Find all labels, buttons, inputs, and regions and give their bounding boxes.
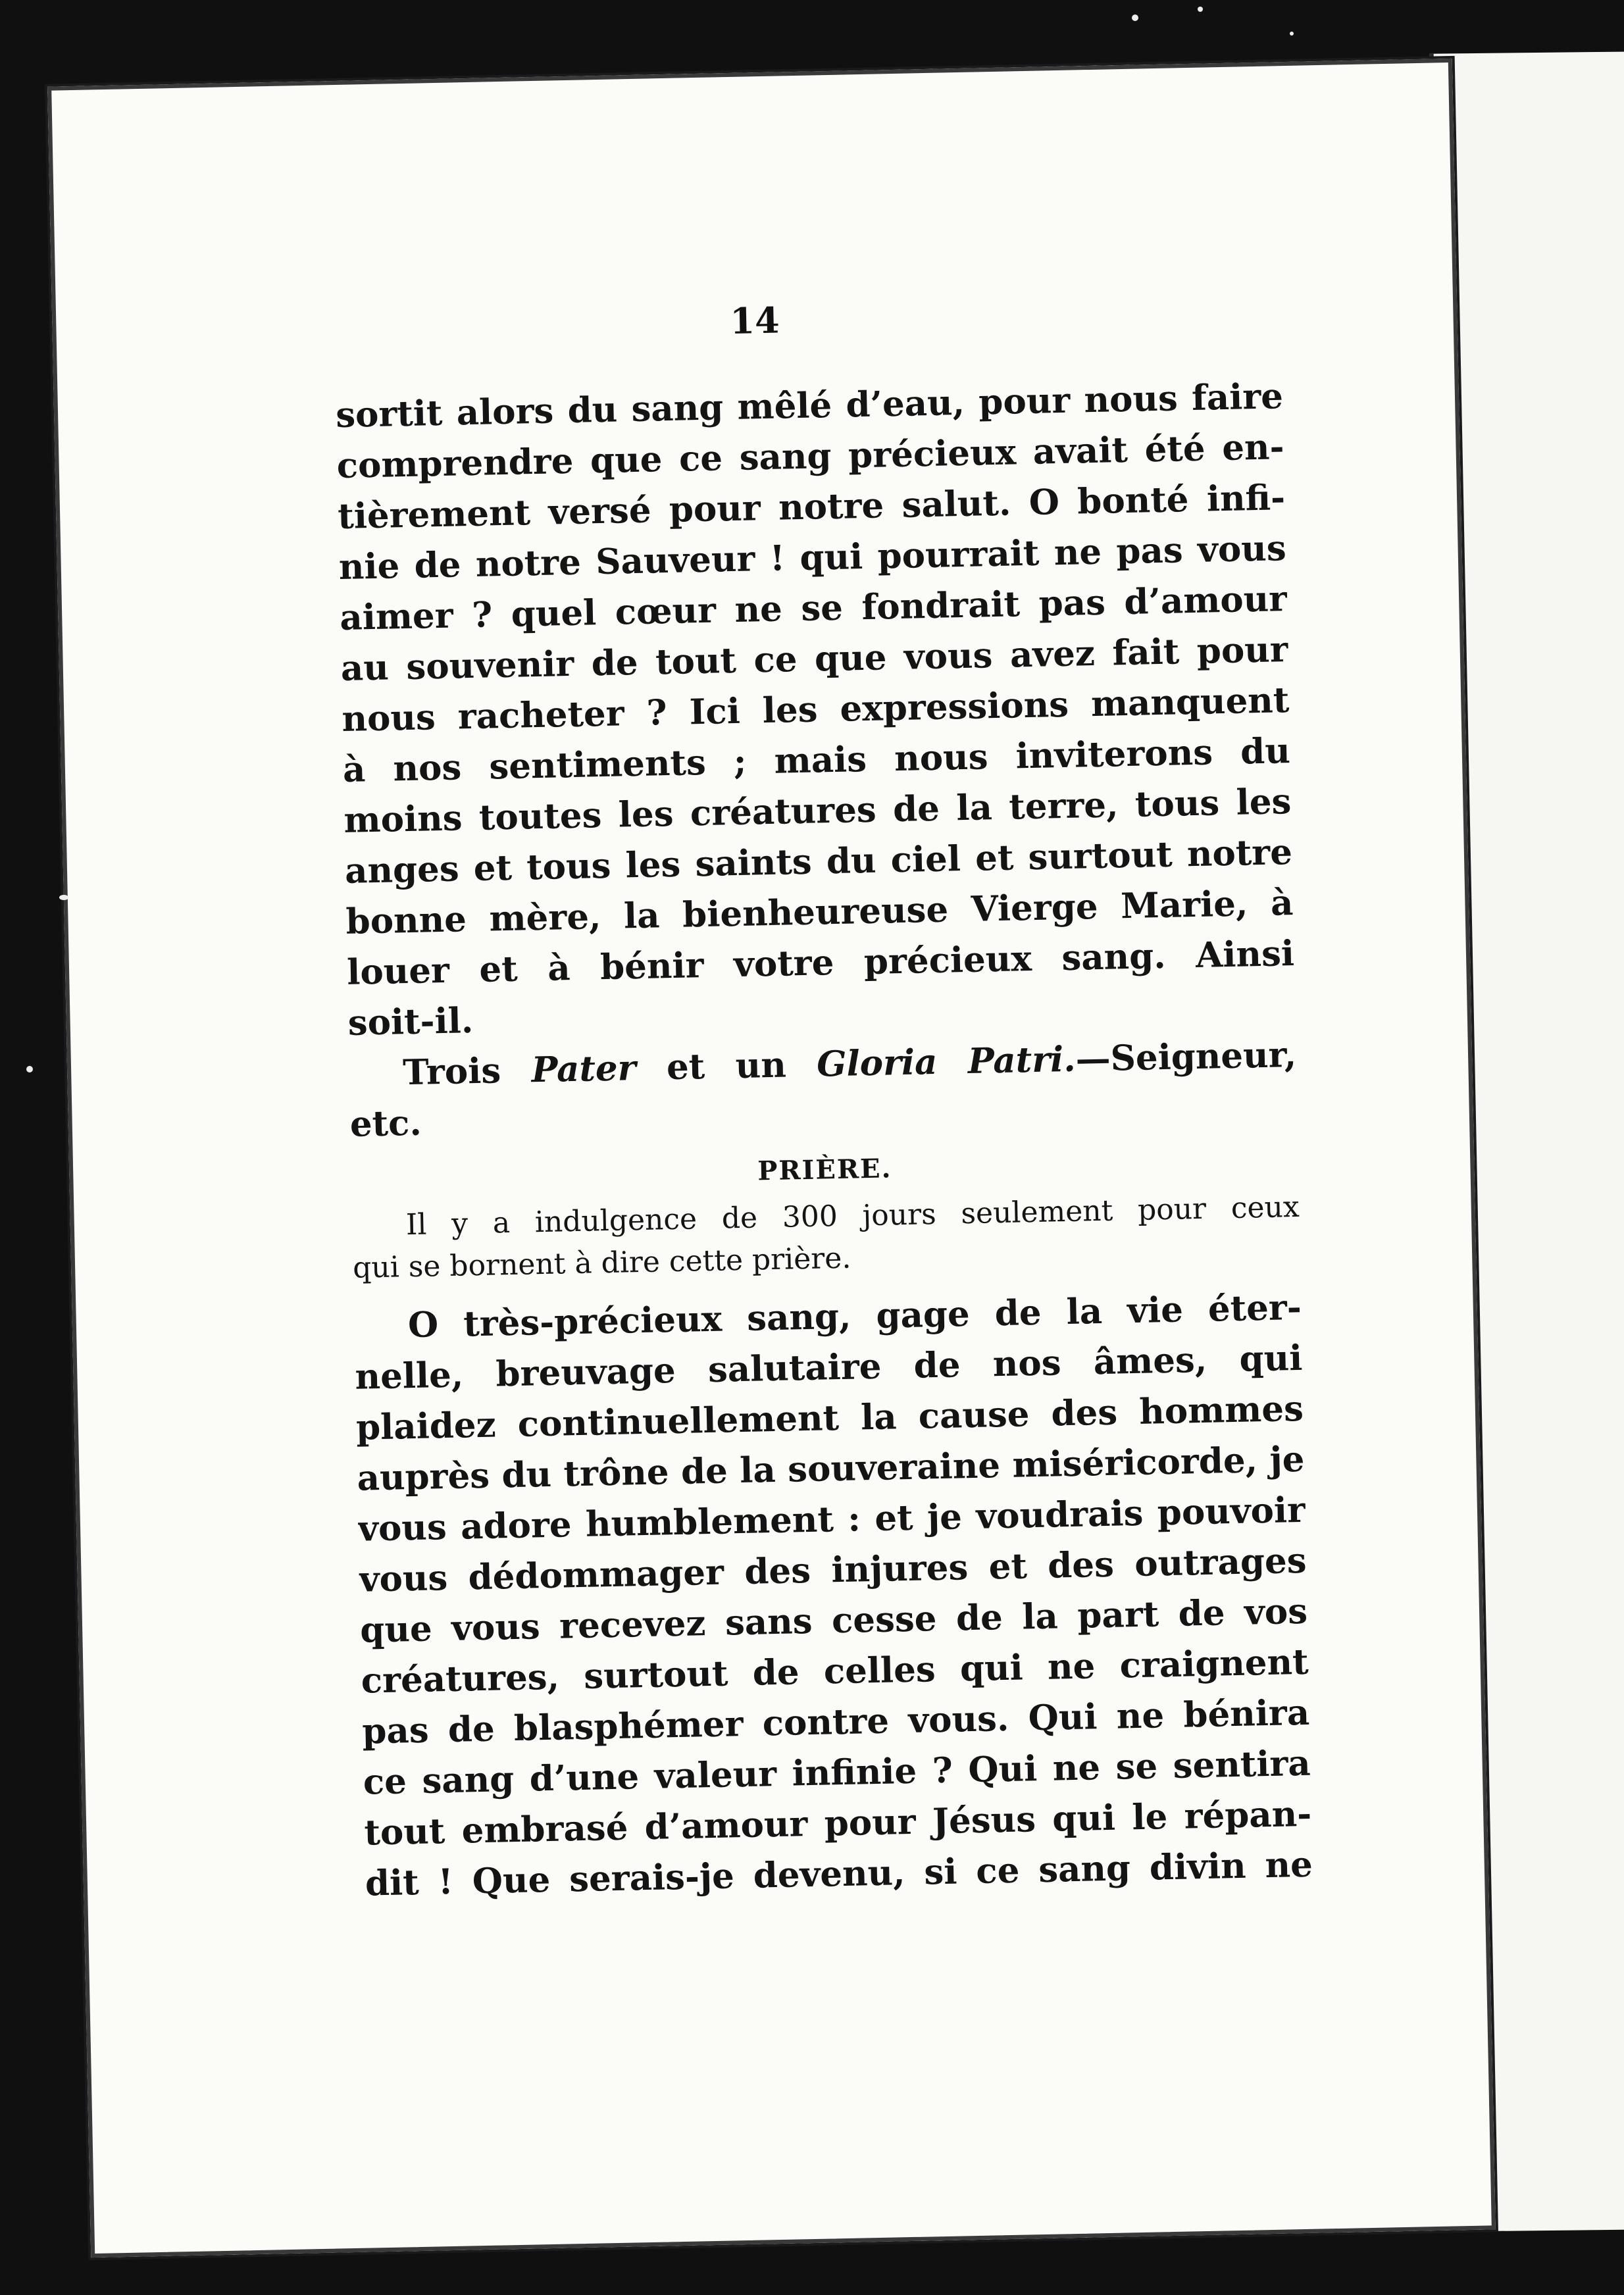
text-line: vous adore humblement : et je voudrais pouvoir: [357, 1489, 1306, 1550]
paragraph-1: [335, 371, 1296, 1049]
text-line: nous racheter ? Ici les expressions manquent: [341, 680, 1290, 740]
text-line: plaidez continuellement la cause des hommes: [355, 1388, 1304, 1448]
text-line: ce sang d’une valeur infinie ? Qui ne se sentira: [363, 1742, 1311, 1803]
text-line: tièrement versé pour notre salut. O bonté infi-: [337, 477, 1286, 538]
text-line: pas de blasphémer contre vous. Qui ne bénira: [361, 1692, 1310, 1752]
page-text: [335, 371, 1313, 1909]
text-line: aimer ? quel cœur ne se fondrait pas d’amour: [339, 578, 1288, 638]
text-line: anges et tous les saints du ciel et surtout notre: [344, 832, 1293, 892]
book-page: [47, 59, 1496, 2257]
text-line: soit-il.: [347, 1000, 474, 1044]
text-line: dit ! Que serais-je devenu, si ce sang divin ne: [365, 1844, 1313, 1904]
scan-speck: [26, 1066, 33, 1072]
text-line: vous dédommager des injures et des outrages: [359, 1540, 1307, 1600]
rubric-text: et un: [635, 1044, 817, 1089]
text-line: sortit alors du sang mêlé d’eau, pour nous faire: [335, 376, 1284, 436]
text-line: O très-précieux sang, gage de la vie éter-: [407, 1286, 1302, 1346]
pater-text: Pater: [530, 1047, 637, 1091]
section-heading: PRIÈRE.: [757, 1153, 892, 1187]
text-line: comprendre que ce sang précieux avait été en-: [336, 426, 1285, 487]
scan-speck: [1132, 14, 1138, 21]
text-line: à nos sentiments ; mais nous inviterons du: [342, 730, 1291, 790]
paragraph-2: [353, 1282, 1313, 1909]
text-line: que vous recevez sans cesse de la part de vos: [359, 1590, 1308, 1651]
text-line: tout embrasé d’amour pour Jésus qui le répan-: [363, 1793, 1312, 1854]
rubric-paragraph: [349, 1030, 1298, 1150]
text-line: louer et à bénir votre précieux sang. Ainsi: [346, 932, 1295, 993]
scan-speck: [1290, 32, 1294, 36]
text-line: créatures, surtout de celles qui ne craignent: [361, 1641, 1309, 1702]
scan-speck: [59, 895, 68, 900]
note-line: Il y a indulgence de 300 jours seulement pour ceux: [405, 1190, 1300, 1242]
note-line: qui se bornent à dire cette prière.: [352, 1241, 851, 1285]
text-line: etc.: [349, 1102, 422, 1145]
text-line: auprès du trône de la souveraine miséricorde, je: [357, 1438, 1305, 1499]
gloria-patri-text: Gloria Patri.: [816, 1038, 1077, 1085]
scan-speck: [1198, 7, 1203, 12]
text-line: bonne mère, la bienheureuse Vierge Marie, à: [345, 882, 1294, 942]
rubric-text: Trois: [402, 1049, 532, 1094]
text-line: nelle, breuvage salutaire de nos âmes, qui: [354, 1337, 1303, 1398]
text-line: au souvenir de tout ce que vous avez fait pour: [340, 629, 1289, 689]
rubric-text: —Seigneur,: [1075, 1034, 1297, 1080]
page-number: 14: [729, 299, 780, 343]
text-line: nie de notre Sauveur ! qui pourrait ne pas vous: [338, 528, 1287, 588]
text-line: moins toutes les créatures de la terre, tous les: [343, 781, 1292, 841]
